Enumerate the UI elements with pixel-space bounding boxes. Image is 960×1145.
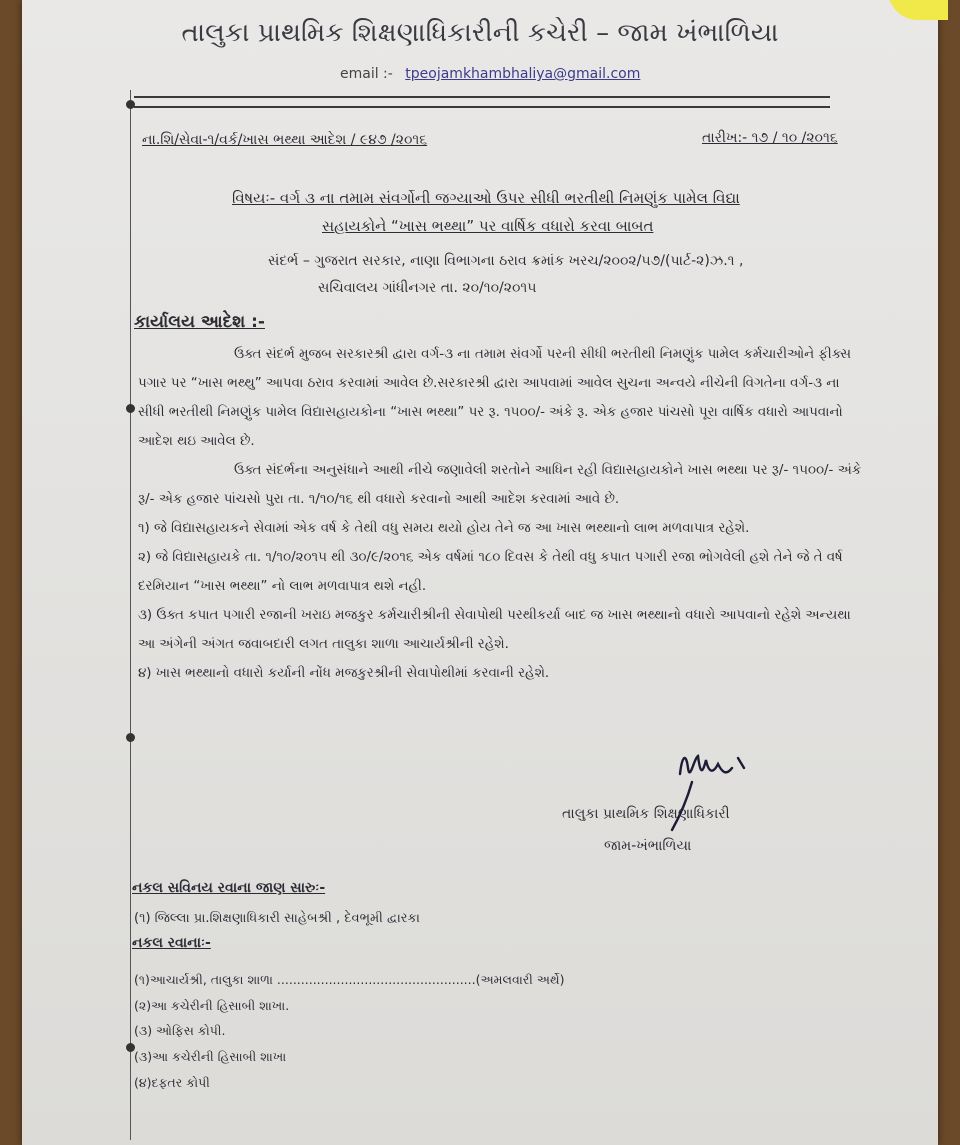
email-link[interactable]: tpeojamkhambhaliya@gmail.com <box>405 66 641 82</box>
condition-item: ૩) ઉક્ત કપાત પગારી રજાની ખરાઇ મજકુર કર્મચારીશ્રીની સેવાપોથી પરથીકર્યા બાદ જ ખાસ ભથ્થાનો વધારો આપવાનો રહેશે અન્યથા આ અંગેની અંગત જવાબદારી લગત તાલુકા શાળા આચાર્યશ્રીની રહેશે. <box>138 608 851 652</box>
subject-line: સહાયકોને “ખાસ ભથ્થા” પર વાર્ષિક વધારો કરવા બાબત <box>322 217 654 235</box>
subject-line: વિષયઃ- વર્ગ ૩ ના તમામ સંવર્ગોની જગ્યાઓ ઉપર સીધી ભરતીથી નિમણુંક પામેલ વિદ્યા <box>232 189 740 207</box>
order-paragraph: ઉક્ત સંદર્ભના અનુસંધાને આથી નીચે જણાવેલી શરતોને આધિન રહી વિદ્યાસહાયકોને ખાસ ભથ્થા પર રૂ/- ૧૫૦૦/- અંકે રૂ/- એક હજાર પાંચસો પુરા તા. ૧/૧૦/૧૬ થી વધારો કરવાનો આથી આદેશ કરવામાં આવે છે. <box>138 463 862 507</box>
office-heading: તાલુકા પ્રાથમિક શિક્ષણાધિકારીની કચેરી – જામ ખંભાળિયા <box>181 18 779 48</box>
email-row <box>340 66 640 82</box>
copy-recipient: (૧) જિલ્લા પ્રા.શિક્ષણાધિકારી સાહેબશ્રી , દેવભૂમી દ્વારકા <box>134 911 420 926</box>
condition-item: ૧) જે વિદ્યાસહાયકને સેવામાં એક વર્ષ કે તેથી વધુ સમય થયો હોય તેને જ આ ખાસ ભથ્થાનો લાભ મળવાપાત્ર રહેશે. <box>138 521 750 536</box>
order-paragraph: ઉક્ત સંદર્ભ મુજબ સરકારશ્રી દ્વારા વર્ગ-૩ ના તમામ સંવર્ગો પરની સીધી ભરતીથી નિમણુંક પામેલ કર્મચારીઓને ફીક્સ પગાર પર “ખાસ ભથ્થુ” આપવા ઠરાવ કરવામાં આવેલ છે.સરકારશ્રી દ્વારા આપવામાં આવેલ સુચના અન્વયે નીચેની વિગતેના વર્ગ-૩ ના સીધી ભરતીથી નિમણુંક પામેલ વિદ્યાસહાયકોના “ખાસ ભથ્થા” પર રૂ. ૧૫૦૦/- અંકે રૂ. એક હજાર પાંચસો પૂરા વાર્ષિક વધારો આપવાનો આદેશ થઇ આવેલ છે. <box>138 347 851 449</box>
subject <box>232 184 740 240</box>
condition-item: ૪) ખાસ ભથ્થાનો વધારો કર્યાની નોંધ મજકુરશ્રીની સેવાપોથીમાં કરવાની રહેશે. <box>138 666 550 681</box>
margin-line <box>130 90 131 1140</box>
order-date: તારીખ:- ૧૭ / ૧૦ /૨૦૧૬ <box>702 130 838 146</box>
reference-line: સંદર્ભ – ગુજરાત સરકાર, નાણા વિભાગના ઠરાવ ક્રમાંક ખરચ/૨૦૦૨/૫૭/(પાર્ટ-૨)ઝ.૧ , <box>268 253 744 269</box>
binder-hole <box>126 733 135 742</box>
copy-item: (૩)આ કચેરીની હિસાબી શાખા <box>134 1049 287 1064</box>
reference-number: ના.શિ/સેવા-૧/વર્ક/ખાસ ભથ્થા આદેશ / ૯૪૭ /૨૦૧૬ <box>142 132 428 148</box>
reference-text <box>268 248 743 302</box>
sticky-note <box>888 0 948 20</box>
office-order-title: કાર્યાલય આદેશ :- <box>134 312 265 332</box>
copy-section-title: નકલ રવાનાઃ- <box>132 935 211 951</box>
header-divider <box>134 106 830 108</box>
copy-item: (૪)દફતર કોપી <box>134 1075 210 1090</box>
copy-item: (૨)આ કચેરીની હિસાબી શાખા. <box>134 998 290 1013</box>
copy-item: (૧)આચાર્યશ્રી, તાલુકા શાળા ..................................................(અમલવારી અર્થે) <box>134 972 565 987</box>
header-divider <box>134 96 830 98</box>
order-body <box>138 340 868 688</box>
copy-item: (૩) ઓફિસ કોપી. <box>134 1023 226 1038</box>
document-page <box>22 0 938 1145</box>
email-label: email :- <box>340 66 393 82</box>
signatory-place: જામ-ખંભાળિયા <box>604 838 692 854</box>
binder-hole <box>126 404 135 413</box>
copy-section-title: નકલ સવિનય રવાના જાણ સારુઃ- <box>132 880 326 896</box>
reference-line: સચિવાલય ગાંધીનગર તા. ૨૦/૧૦/૨૦૧૫ <box>318 280 537 296</box>
condition-item: ૨) જે વિદ્યાસહાયકે તા. ૧/૧૦/૨૦૧૫ થી ૩૦/૯/૨૦૧૬ એક વર્ષમાં ૧૮૦ દિવસ કે તેથી વધુ કપાત પગારી રજા ભોગવેલી હશે તેને જે તે વર્ષ દરમિયાન “ખાસ ભથ્થા” નો લાભ મળવાપાત્ર થશે નહી. <box>138 550 843 594</box>
signatory-designation: તાલુકા પ્રાથમિક શિક્ષણાધિકારી <box>562 806 730 822</box>
